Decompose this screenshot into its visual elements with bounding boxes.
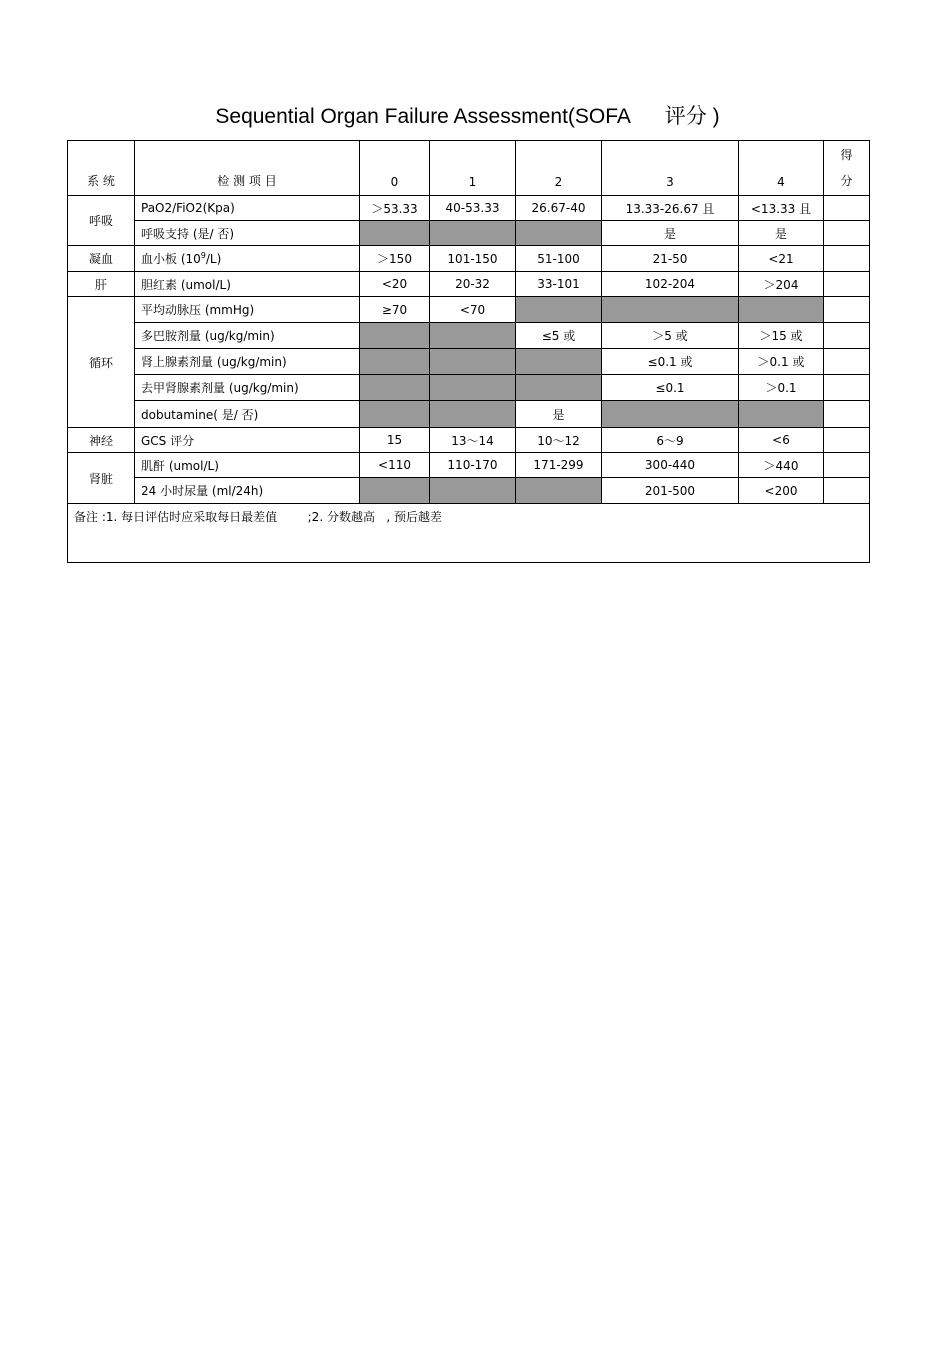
cell-score-1: <70 xyxy=(430,297,516,323)
header-score-2: 2 xyxy=(516,141,602,196)
remarks-note: 备注 :1. 每日评估时应采取每日最差值 ;2. 分数越高 , 预后越差 xyxy=(68,504,870,563)
header-score-4: 4 xyxy=(739,141,824,196)
header-score-1: 1 xyxy=(430,141,516,196)
table-row xyxy=(68,401,870,428)
cell-score-0: <110 xyxy=(360,453,430,478)
cell-score-4: ＞0.1 xyxy=(739,375,824,401)
cell-score-3: ＞5 或 xyxy=(602,323,739,349)
points-cell[interactable] xyxy=(824,272,870,297)
header-score-3: 3 xyxy=(602,141,739,196)
header-points xyxy=(824,141,870,196)
table-row xyxy=(68,323,870,349)
cell-score-3: 21-50 xyxy=(602,246,739,272)
item-platelet-text: 血小板 (10 xyxy=(141,252,201,266)
item-pao2-fio2: PaO2/FiO2(Kpa) xyxy=(135,196,360,221)
system-coagulation: 凝血 xyxy=(68,246,135,272)
points-cell[interactable] xyxy=(824,478,870,504)
cell-score-3: 是 xyxy=(602,221,739,246)
cell-score-3: ≤0.1 xyxy=(602,375,739,401)
table-row xyxy=(68,375,870,401)
item-epinephrine: 肾上腺素剂量 (ug/kg/min) xyxy=(135,349,360,375)
cell-score-3: 300-440 xyxy=(602,453,739,478)
item-platelet-unit: /L) xyxy=(205,252,222,266)
sofa-table xyxy=(67,140,870,563)
cell-score-2: 171-299 xyxy=(516,453,602,478)
cell-score-4: <21 xyxy=(739,246,824,272)
shaded-cell xyxy=(360,375,430,401)
points-cell[interactable] xyxy=(824,246,870,272)
table-row xyxy=(68,221,870,246)
page-title: Sequential Organ Failure Assessment(SOFA 评分 ) xyxy=(215,105,720,128)
cell-score-3: 6～9 xyxy=(602,428,739,453)
cell-score-1: 101-150 xyxy=(430,246,516,272)
points-cell[interactable] xyxy=(824,375,870,401)
header-system: 系 统 xyxy=(68,141,135,196)
points-cell[interactable] xyxy=(824,196,870,221)
note-row xyxy=(68,504,870,563)
header-points-bottom: 分 xyxy=(840,174,853,188)
shaded-cell xyxy=(602,297,739,323)
cell-score-2: 33-101 xyxy=(516,272,602,297)
system-liver: 肝 xyxy=(68,272,135,297)
shaded-cell xyxy=(360,221,430,246)
item-bilirubin: 胆红素 (umol/L) xyxy=(135,272,360,297)
item-map: 平均动脉压 (mmHg) xyxy=(135,297,360,323)
shaded-cell xyxy=(430,375,516,401)
cell-score-2: 是 xyxy=(516,401,602,428)
cell-score-0: ≥70 xyxy=(360,297,430,323)
shaded-cell xyxy=(360,401,430,428)
shaded-cell xyxy=(360,323,430,349)
item-resp-support: 呼吸支持 (是/ 否) xyxy=(135,221,360,246)
system-kidney: 肾脏 xyxy=(68,453,135,504)
item-dobutamine: dobutamine( 是/ 否) xyxy=(135,401,360,428)
cell-score-4: <200 xyxy=(739,478,824,504)
cell-score-2: 26.67-40 xyxy=(516,196,602,221)
cell-score-2: 51-100 xyxy=(516,246,602,272)
item-urine-output: 24 小时尿量 (ml/24h) xyxy=(135,478,360,504)
shaded-cell xyxy=(360,349,430,375)
shaded-cell xyxy=(430,478,516,504)
cell-score-3: 13.33-26.67 且 xyxy=(602,196,739,221)
cell-score-3: ≤0.1 或 xyxy=(602,349,739,375)
points-cell[interactable] xyxy=(824,221,870,246)
shaded-cell xyxy=(602,401,739,428)
item-gcs: GCS 评分 xyxy=(135,428,360,453)
cell-score-4: ＞15 或 xyxy=(739,323,824,349)
shaded-cell xyxy=(360,478,430,504)
cell-score-0: 15 xyxy=(360,428,430,453)
cell-score-1: 40-53.33 xyxy=(430,196,516,221)
shaded-cell xyxy=(516,375,602,401)
item-platelet xyxy=(135,246,360,272)
cell-score-3: 102-204 xyxy=(602,272,739,297)
cell-score-0: ＞53.33 xyxy=(360,196,430,221)
header-points-top: 得 xyxy=(840,148,853,162)
shaded-cell xyxy=(430,323,516,349)
shaded-cell xyxy=(516,478,602,504)
item-norepinephrine: 去甲肾腺素剂量 (ug/kg/min) xyxy=(135,375,360,401)
table-row xyxy=(68,478,870,504)
points-cell[interactable] xyxy=(824,349,870,375)
points-cell[interactable] xyxy=(824,297,870,323)
cell-score-4: ＞204 xyxy=(739,272,824,297)
cell-score-0: ＞150 xyxy=(360,246,430,272)
shaded-cell xyxy=(430,221,516,246)
cell-score-1: 20-32 xyxy=(430,272,516,297)
table-row xyxy=(68,272,870,297)
system-respiration: 呼吸 xyxy=(68,196,135,246)
item-dopamine: 多巴胺剂量 (ug/kg/min) xyxy=(135,323,360,349)
shaded-cell xyxy=(516,349,602,375)
cell-score-4: 是 xyxy=(739,221,824,246)
item-creatinine: 肌酐 (umol/L) xyxy=(135,453,360,478)
cell-score-1: 13～14 xyxy=(430,428,516,453)
system-neuro: 神经 xyxy=(68,428,135,453)
header-row xyxy=(68,141,870,196)
item-platelet-exponent: 9 xyxy=(200,251,206,260)
shaded-cell xyxy=(516,297,602,323)
cell-score-2: ≤5 或 xyxy=(516,323,602,349)
cell-score-2: 10～12 xyxy=(516,428,602,453)
shaded-cell xyxy=(430,401,516,428)
cell-score-4: <6 xyxy=(739,428,824,453)
header-score-0: 0 xyxy=(360,141,430,196)
points-cell[interactable] xyxy=(824,401,870,428)
table-row xyxy=(68,246,870,272)
table-row xyxy=(68,428,870,453)
points-cell[interactable] xyxy=(824,323,870,349)
shaded-cell xyxy=(430,349,516,375)
shaded-cell xyxy=(739,297,824,323)
header-item: 检 测 项 目 xyxy=(135,141,360,196)
cell-score-3: 201-500 xyxy=(602,478,739,504)
cell-score-4: ＞0.1 或 xyxy=(739,349,824,375)
shaded-cell xyxy=(516,221,602,246)
table-row xyxy=(68,297,870,323)
system-circulation: 循环 xyxy=(68,297,135,428)
table-row xyxy=(68,349,870,375)
cell-score-0: <20 xyxy=(360,272,430,297)
shaded-cell xyxy=(739,401,824,428)
cell-score-4: ＞440 xyxy=(739,453,824,478)
table-row xyxy=(68,453,870,478)
cell-score-4: <13.33 且 xyxy=(739,196,824,221)
table-row xyxy=(68,196,870,221)
points-cell[interactable] xyxy=(824,428,870,453)
points-cell[interactable] xyxy=(824,453,870,478)
cell-score-1: 110-170 xyxy=(430,453,516,478)
